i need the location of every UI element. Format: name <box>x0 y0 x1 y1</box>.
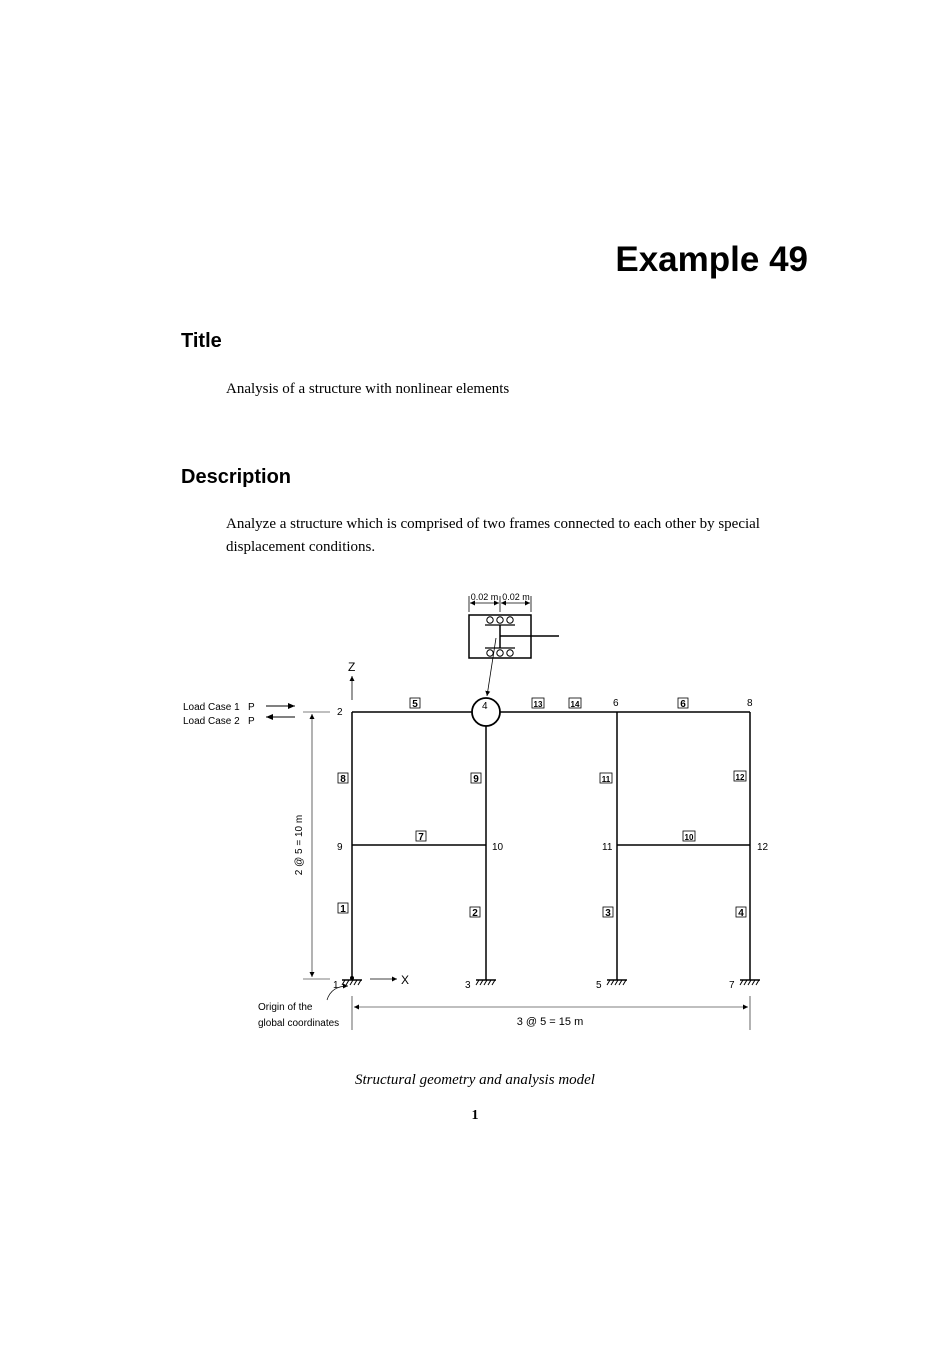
load-case-2-label: Load Case 2 <box>183 716 240 727</box>
svg-text:1: 1 <box>340 904 346 915</box>
description-section-heading: Description <box>181 466 292 488</box>
description-section-text: Analyze a structure which is comprised of two frames connected to each other by special displacement conditions. <box>226 516 760 555</box>
element-label-3 <box>603 907 613 919</box>
support-node-7 <box>740 980 760 985</box>
node-label-8: 8 <box>747 698 753 709</box>
support-node-3 <box>476 980 496 985</box>
svg-text:12: 12 <box>735 773 745 782</box>
node-label-4: 4 <box>482 701 488 712</box>
height-dimension <box>303 712 330 979</box>
svg-text:3: 3 <box>605 908 611 919</box>
origin-point <box>350 976 354 980</box>
node-label-3: 3 <box>465 980 471 991</box>
element-label-9 <box>471 773 481 785</box>
svg-text:6: 6 <box>680 699 686 710</box>
support-node-5 <box>607 980 627 985</box>
svg-text:9: 9 <box>473 774 479 785</box>
title-section-heading: Title <box>181 330 222 352</box>
node-label-9: 9 <box>337 842 343 853</box>
svg-text:7: 7 <box>418 832 424 843</box>
width-dimension-label: 3 @ 5 = 15 m <box>516 1016 584 1028</box>
node-label-11: 11 <box>602 842 613 853</box>
figure-caption: Structural geometry and analysis model <box>355 1072 595 1088</box>
svg-text:13: 13 <box>533 700 543 709</box>
element-label-4 <box>736 907 746 919</box>
height-dimension-label: 2 @ 5 = 10 m <box>294 814 305 876</box>
origin-note-line-1: Origin of the <box>258 1002 313 1013</box>
x-axis-label: X <box>401 973 410 987</box>
element-label-2 <box>470 907 480 919</box>
svg-text:14: 14 <box>570 700 580 709</box>
leader-line <box>487 638 496 696</box>
svg-text:8: 8 <box>340 774 346 785</box>
page-number: 1 <box>471 1108 479 1123</box>
element-label-11 <box>600 773 612 784</box>
element-label-1 <box>338 903 348 915</box>
node-label-12: 12 <box>757 842 769 853</box>
load-case-1-label: Load Case 1 <box>183 702 240 713</box>
node-label-6: 6 <box>613 698 619 709</box>
node-label-7: 7 <box>729 980 735 991</box>
title-section-text: Analysis of a structure with nonlinear elements <box>226 381 510 397</box>
gap-label-right: 0.02 m <box>502 592 530 602</box>
svg-text:11: 11 <box>601 775 611 784</box>
page-title: Example 49 <box>615 240 808 279</box>
svg-text:2: 2 <box>472 908 478 919</box>
gap-label-left: 0.02 m <box>470 592 499 602</box>
svg-text:5: 5 <box>412 699 418 710</box>
origin-note-line-2: global coordinates <box>258 1018 340 1029</box>
svg-text:10: 10 <box>684 833 694 842</box>
element-label-6 <box>678 698 688 710</box>
element-label-13 <box>532 698 544 709</box>
load-case-1-load: P <box>248 702 255 713</box>
node-label-2: 2 <box>337 707 343 718</box>
element-label-10 <box>683 831 695 842</box>
support-node-1 <box>342 980 362 985</box>
element-labels <box>338 698 746 919</box>
element-label-7 <box>416 831 426 843</box>
svg-text:4: 4 <box>738 908 744 919</box>
gap-detail <box>469 596 559 658</box>
element-label-12 <box>734 771 746 782</box>
element-label-8 <box>338 773 348 785</box>
load-case-2-load: P <box>248 716 255 727</box>
node-label-10: 10 <box>492 842 504 853</box>
element-label-5 <box>410 698 420 710</box>
frame-members <box>352 712 750 980</box>
z-axis-label: Z <box>348 660 356 674</box>
node-label-1: 1 <box>333 980 339 991</box>
node-label-5: 5 <box>596 980 602 991</box>
element-label-14 <box>569 698 581 709</box>
